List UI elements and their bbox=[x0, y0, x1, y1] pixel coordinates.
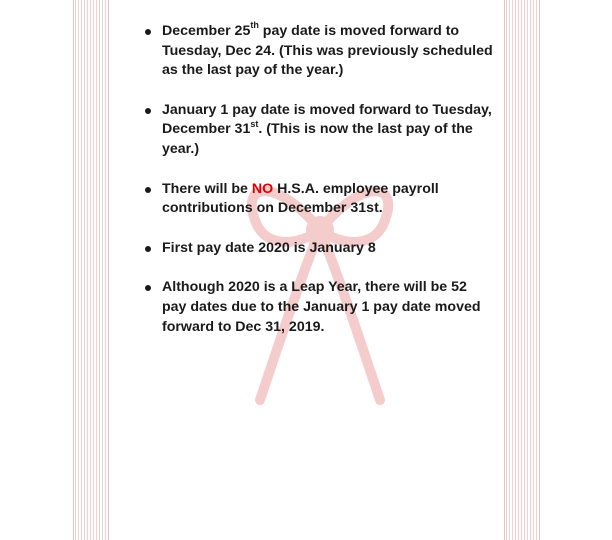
list-item bbox=[144, 278, 494, 337]
bullet-text: Although 2020 is a Leap Year, there will be 52 pay dates due to the January 1 pay date moved forward to Dec 31, 2019. bbox=[162, 279, 481, 335]
announcement-list bbox=[144, 22, 494, 357]
list-item bbox=[144, 180, 494, 219]
ordinal-suffix: th bbox=[250, 20, 259, 31]
bullet-text: pay date is moved forward to Tuesday, Dec 24. (This was previously scheduled as the last pay of the year.) bbox=[162, 23, 493, 79]
list-item bbox=[144, 101, 494, 160]
bullet-text: January 1 pay date is moved forward to Tuesday, December 31 bbox=[162, 101, 492, 138]
bullet-text: H.S.A. employee payroll contributions on December 31st. bbox=[162, 180, 439, 217]
ordinal-suffix: st bbox=[250, 118, 259, 129]
list-item bbox=[144, 22, 494, 81]
emphasis-text: NO bbox=[251, 180, 274, 197]
list-item bbox=[144, 239, 494, 259]
bullet-text: There will be bbox=[162, 180, 252, 197]
bullet-text: . (This is now the last pay of the year.) bbox=[162, 121, 473, 157]
left-page-border bbox=[73, 0, 109, 540]
bullet-text: December 25 bbox=[162, 23, 251, 39]
bullet-text: First pay date 2020 is January 8 bbox=[162, 239, 376, 256]
right-page-border bbox=[504, 0, 540, 540]
